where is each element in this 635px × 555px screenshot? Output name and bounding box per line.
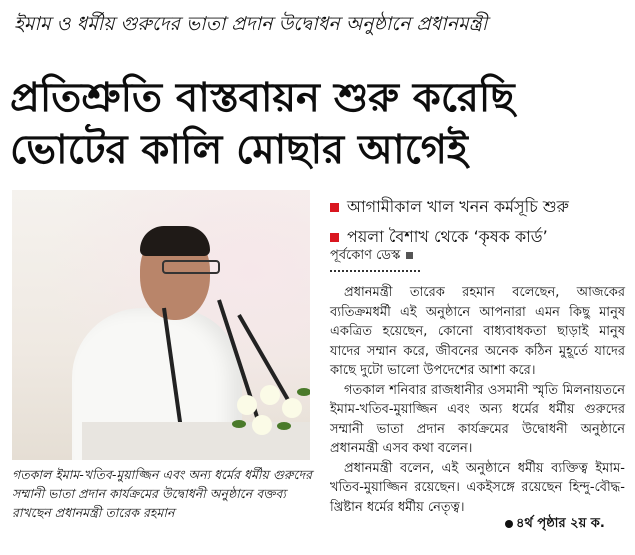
- headline-line-2: ভোটের কালি মোছার আগেই: [10, 127, 468, 173]
- subhead-item: পয়লা বৈশাখ থেকে ‘কৃষক কার্ড’: [330, 222, 620, 252]
- paragraph: প্রধানমন্ত্রী তারেক রহমান বলেছেন, আজকের ব্যতিক্রমধর্মী এই অনুষ্ঠানে আপনারা এমন কিছু মানুষ একত্রিত হয়েছেন, কোনো বাধ্যবাধকতা ছাড়াই মানুষ যাদের সম্মান করে, জীবনের অনেক কঠিন মুহূর্তে যাদের কাছে দুটো ভালো উপদেশের আশা করে।: [330, 285, 625, 378]
- subhead-item: আগামীকাল খাল খনন কর্মসূচি শুরু: [330, 192, 620, 222]
- article-body: [330, 283, 625, 517]
- byline: পূর্বকোণ ডেস্ক: [330, 247, 413, 265]
- photo-caption: গতকাল ইমাম-খতিব-মুয়াজ্জিন এবং অন্য ধর্মের ধর্মীয় গুরুদের সম্মানী ভাতা প্রদান কার্যক্রমের উদ্বোধনী অনুষ্ঠানে বক্তব্য রাখছেন প্রধানমন্ত্রী তারেক রহমান: [12, 467, 312, 520]
- red-square-bullet-icon: [330, 203, 339, 212]
- red-square-bullet-icon: [330, 233, 339, 242]
- paragraph: গতকাল শনিবার রাজধানীর ওসমানী স্মৃতি মিলনায়তনে ইমাম-খতিব-মুয়াজ্জিন এবং অন্য ধর্মের ধর্মীয় গুরুদের সম্মানী ভাতা প্রদান কার্যক্রমের উদ্বোধনী অনুষ্ঠানে প্রধানমন্ত্রী এসব কথা বলেন।: [330, 382, 625, 456]
- dotted-divider: [330, 270, 420, 272]
- headline-line-1: প্রতিশ্রুতি বাস্তবায়ন শুরু করেছি: [10, 75, 515, 121]
- paragraph: প্রধানমন্ত্রী বলেন, এই অনুষ্ঠানে ধর্মীয় ব্যক্তিত্ব ইমাম-খতিব-মুয়াজ্জিন রয়েছেন। একইসঙ্গে রয়েছেন হিন্দু-বৌদ্ধ-খ্রিষ্টান ধর্মের ধর্মীয় নেতৃত্ব।: [330, 460, 625, 515]
- headline: [10, 72, 625, 176]
- news-photo: [12, 190, 310, 460]
- continuation-note: ৪র্থ পৃষ্ঠার ২য় ক.: [505, 514, 605, 535]
- subheads: [330, 192, 620, 252]
- bullet-dot-icon: [505, 520, 513, 528]
- square-bullet-icon: [406, 252, 413, 259]
- kicker: ইমাম ও ধর্মীয় গুরুদের ভাতা প্রদান উদ্বোধন অনুষ্ঠানে প্রধানমন্ত্রী: [14, 13, 488, 35]
